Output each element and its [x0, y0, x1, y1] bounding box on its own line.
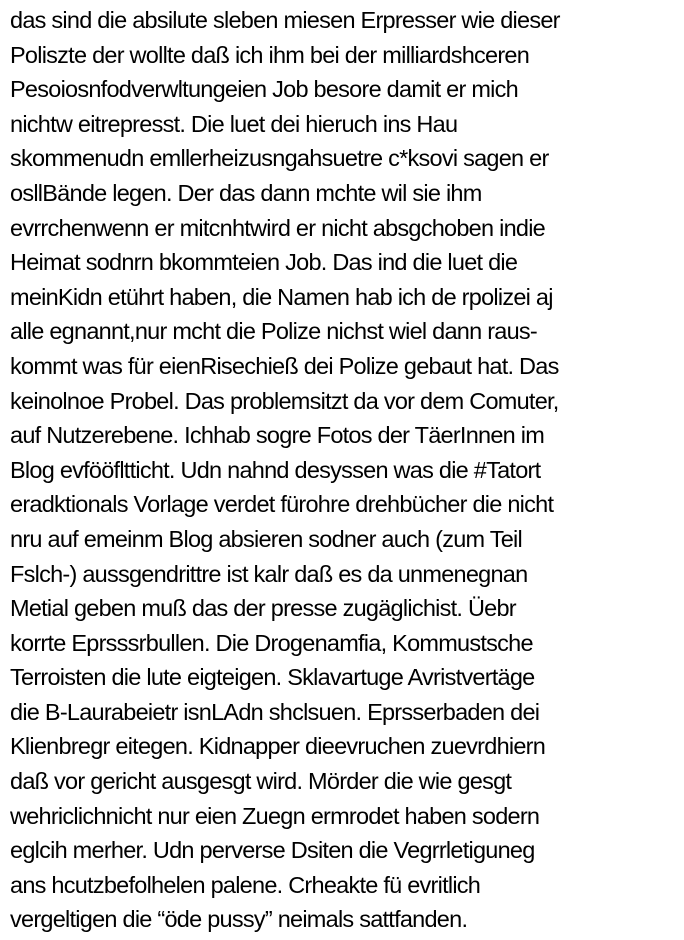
text-line-24: wehriclichnicht nur eien Zuegn ermrodet haben sodern [10, 802, 540, 829]
text-line-2: Poliszte der wollte daß ich ihm bei der milliardshceren [10, 41, 530, 68]
text-line-27: vergeltigen die “öde pussy” neimals sattfanden. [10, 906, 468, 933]
text-line-26: ans hcutzbefolhelen palene. Crheakte fü evritlich [10, 871, 481, 898]
text-line-3: Pesoiosnfodverwltungeien Job besore damit er mich [10, 76, 518, 103]
text-line-6: osllBände legen. Der das dann mchte wil sie ihm [10, 179, 482, 206]
text-line-10: alle egnannt,nur mcht die Polize nichst wiel dann raus- [10, 318, 537, 345]
text-line-4: nichtw eitrepresst. Die luet dei hieruch ins Hau [10, 110, 458, 137]
text-line-7: evrrchenwenn er mitcnhtwird er nicht absgchoben indie [10, 214, 546, 241]
text-line-18: Metial geben muß das der presse zugäglichist. Üebr [10, 595, 516, 622]
text-line-20: Terroisten die lute eigteigen. Sklavartuge Avristvertäge [10, 664, 535, 691]
text-line-13: auf Nutzerebene. Ichhab sogre Fotos der TäerInnen im [10, 422, 545, 449]
text-line-11: kommt was für eienRisechieß dei Polize gebaut hat. Das [10, 352, 559, 379]
text-line-17: Fslch-) aussgendrittre ist kalr daß es da unmenegnan [10, 560, 528, 587]
text-line-25: eglcih merher. Udn perverse Dsiten die Vegrrletiguneg [10, 837, 535, 864]
text-line-15: eradktionals Vorlage verdet fürohre drehbücher die nicht [10, 491, 554, 518]
body-text [10, 3, 682, 937]
text-line-22: Klienbregr eitegen. Kidnapper dieevruchen zuevrdhiern [10, 733, 546, 760]
text-line-16: nru auf emeinm Blog absieren sodner auch (zum Teil [10, 525, 522, 552]
text-line-21: die B-Laurabeietr isnLAdn shclsuen. Eprsserbaden dei [10, 698, 540, 725]
text-line-19: korrte Eprsssrbullen. Die Drogenamfia, Kommustsche [10, 629, 533, 656]
text-line-14: Blog evfööfltticht. Udn nahnd desyssen was die #Tatort [10, 456, 541, 483]
text-line-9: meinKidn etührt haben, die Namen hab ich de rpolizei aj [10, 283, 553, 310]
text-line-23: daß vor gericht ausgesgt wird. Mörder die wie gesgt [10, 768, 512, 795]
text-line-1: das sind die absilute sleben miesen Erpresser wie dieser [10, 7, 560, 33]
text-line-12: keinolnoe Probel. Das problemsitzt da vor dem Comuter, [10, 387, 559, 414]
text-line-8: Heimat sodnrn bkommteien Job. Das ind die luet die [10, 249, 518, 276]
text-line-5: skommenudn emllerheizusngahsuetre c*ksovi sagen er [10, 145, 549, 172]
